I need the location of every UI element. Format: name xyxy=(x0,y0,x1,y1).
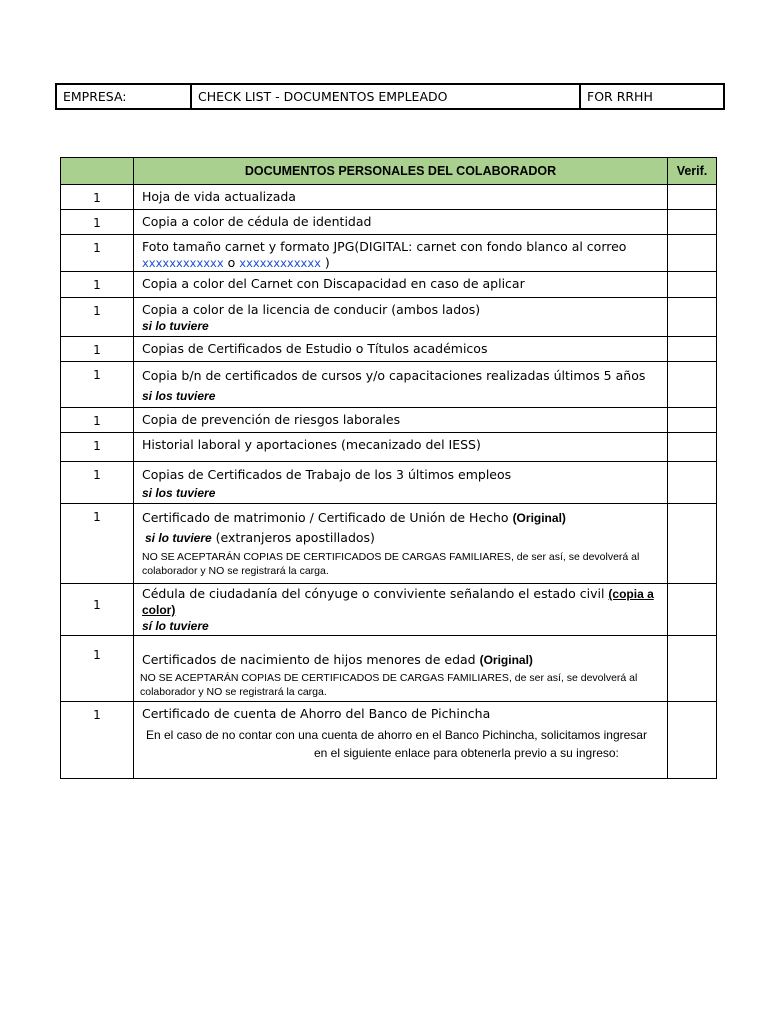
row-label: Copia a color de la licencia de conducir (ambos lados) xyxy=(142,302,481,317)
row-subnote: si los tuviere xyxy=(142,389,216,403)
cargas-warning: NO SE ACEPTARÁN COPIAS DE CERTIFICADOS DE CARGAS FAMILIARES, de ser así, se devolverá al colaborador y NO se registrará la carga. xyxy=(142,551,640,577)
row-qty: 1 xyxy=(61,504,134,584)
table-row xyxy=(61,504,717,584)
row-qty: 1 xyxy=(61,702,134,779)
row-label: Copias de Certificados de Estudio o Títulos académicos xyxy=(142,341,488,356)
paren-close: ) xyxy=(320,255,330,270)
table-row xyxy=(61,702,717,779)
row-emphasis: (Original) xyxy=(479,653,533,667)
table-row xyxy=(61,210,717,235)
row-subnote: si lo tuviere xyxy=(145,531,212,545)
row-text xyxy=(134,636,668,702)
row-subnote: si los tuviere xyxy=(142,486,216,500)
verif-cell[interactable] xyxy=(668,702,717,779)
row-text xyxy=(134,185,668,210)
verif-cell[interactable] xyxy=(668,337,717,362)
row-text xyxy=(134,408,668,433)
row-label: Certificado de cuenta de Ahorro del Banco de Pichincha xyxy=(142,706,491,721)
verif-header: Verif. xyxy=(668,158,717,185)
verif-cell[interactable] xyxy=(668,185,717,210)
department-label: FOR RRHH xyxy=(587,89,653,104)
table-row xyxy=(61,185,717,210)
verif-cell[interactable] xyxy=(668,210,717,235)
row-emphasis: (Original) xyxy=(512,511,566,525)
row-subnote: si lo tuviere xyxy=(142,319,209,333)
row-qty: 1 xyxy=(61,298,134,337)
table-row xyxy=(61,584,717,636)
row-label: Hoja de vida actualizada xyxy=(142,189,296,204)
verif-cell[interactable] xyxy=(668,362,717,408)
row-qty: 1 xyxy=(61,584,134,636)
table-row xyxy=(61,272,717,298)
table-row xyxy=(61,408,717,433)
row-label: Foto tamaño carnet y formato JPG(DIGITAL: carnet con fondo blanco al correo xyxy=(142,239,627,254)
table-row xyxy=(61,462,717,504)
row-text xyxy=(134,433,668,462)
row-qty: 1 xyxy=(61,185,134,210)
row-text xyxy=(134,584,668,636)
qty-header xyxy=(61,158,134,185)
table-row xyxy=(61,298,717,337)
row-qty: 1 xyxy=(61,272,134,298)
row-qty: 1 xyxy=(61,408,134,433)
row-subnote-rest: (extranjeros apostillados) xyxy=(211,530,375,545)
row-subnote: sí lo tuviere xyxy=(142,619,209,633)
verif-cell[interactable] xyxy=(668,272,717,298)
row-qty: 1 xyxy=(61,235,134,272)
row-qty: 1 xyxy=(61,362,134,408)
row-qty: 1 xyxy=(61,210,134,235)
row-label: Copia de prevención de riesgos laborales xyxy=(142,412,401,427)
row-qty: 1 xyxy=(61,433,134,462)
verif-cell[interactable] xyxy=(668,462,717,504)
row-qty: 1 xyxy=(61,337,134,362)
table-row xyxy=(61,337,717,362)
row-text xyxy=(134,298,668,337)
empresa-label: EMPRESA: xyxy=(57,85,192,108)
row-text xyxy=(134,235,668,272)
verif-cell[interactable] xyxy=(668,235,717,272)
pichincha-note: En el caso de no contar con una cuenta de ahorro en el Banco Pichincha, solicitamos ingresar xyxy=(146,728,647,742)
row-text xyxy=(134,504,668,584)
verif-cell[interactable] xyxy=(668,504,717,584)
cargas-warning: NO SE ACEPTARÁN COPIAS DE CERTIFICADOS DE CARGAS FAMILIARES, de ser así, se devolverá al colaborador y NO se registrará la carga. xyxy=(140,672,638,698)
table-header-row xyxy=(61,158,717,185)
row-label: Cédula de ciudadanía del cónyuge o conviviente señalando el estado civil xyxy=(142,586,609,601)
verif-cell[interactable] xyxy=(668,584,717,636)
header-box xyxy=(55,83,725,110)
row-label: Copia a color del Carnet con Discapacidad en caso de aplicar xyxy=(142,276,525,291)
email-link-2[interactable]: xxxxxxxxxxxx xyxy=(239,256,321,270)
table-row xyxy=(61,636,717,702)
documents-table xyxy=(60,157,717,779)
row-label: Copia a color de cédula de identidad xyxy=(142,214,372,229)
email-separator: o xyxy=(223,255,240,270)
verif-cell[interactable] xyxy=(668,636,717,702)
table-row xyxy=(61,235,717,272)
section-heading: DOCUMENTOS PERSONALES DEL COLABORADOR xyxy=(134,158,668,185)
row-label: Copia b/n de certificados de cursos y/o capacitaciones realizadas últimos 5 años xyxy=(142,368,646,383)
row-text xyxy=(134,272,668,298)
document-title: CHECK LIST - DOCUMENTOS EMPLEADO xyxy=(192,85,581,108)
pichincha-note-link: en el siguiente enlace para obtenerla previo a su ingreso: xyxy=(314,746,619,760)
row-label: Historial laboral y aportaciones (mecanizado del IESS) xyxy=(142,437,481,452)
row-qty: 1 xyxy=(61,636,134,702)
row-label: Copias de Certificados de Trabajo de los 3 últimos empleos xyxy=(142,467,512,482)
row-text xyxy=(134,337,668,362)
table-row xyxy=(61,362,717,408)
row-emphasis: (copia a color) xyxy=(142,587,654,617)
row-text xyxy=(134,462,668,504)
verif-cell[interactable] xyxy=(668,433,717,462)
email-link-1[interactable]: xxxxxxxxxxxx xyxy=(142,256,224,270)
verif-cell[interactable] xyxy=(668,298,717,337)
row-label: Certificados de nacimiento de hijos menores de edad xyxy=(142,652,480,667)
table-row xyxy=(61,433,717,462)
row-label: Certificado de matrimonio / Certificado de Unión de Hecho xyxy=(142,510,513,525)
row-qty: 1 xyxy=(61,462,134,504)
verif-cell[interactable] xyxy=(668,408,717,433)
row-text xyxy=(134,210,668,235)
row-text xyxy=(134,702,668,779)
row-text xyxy=(134,362,668,408)
